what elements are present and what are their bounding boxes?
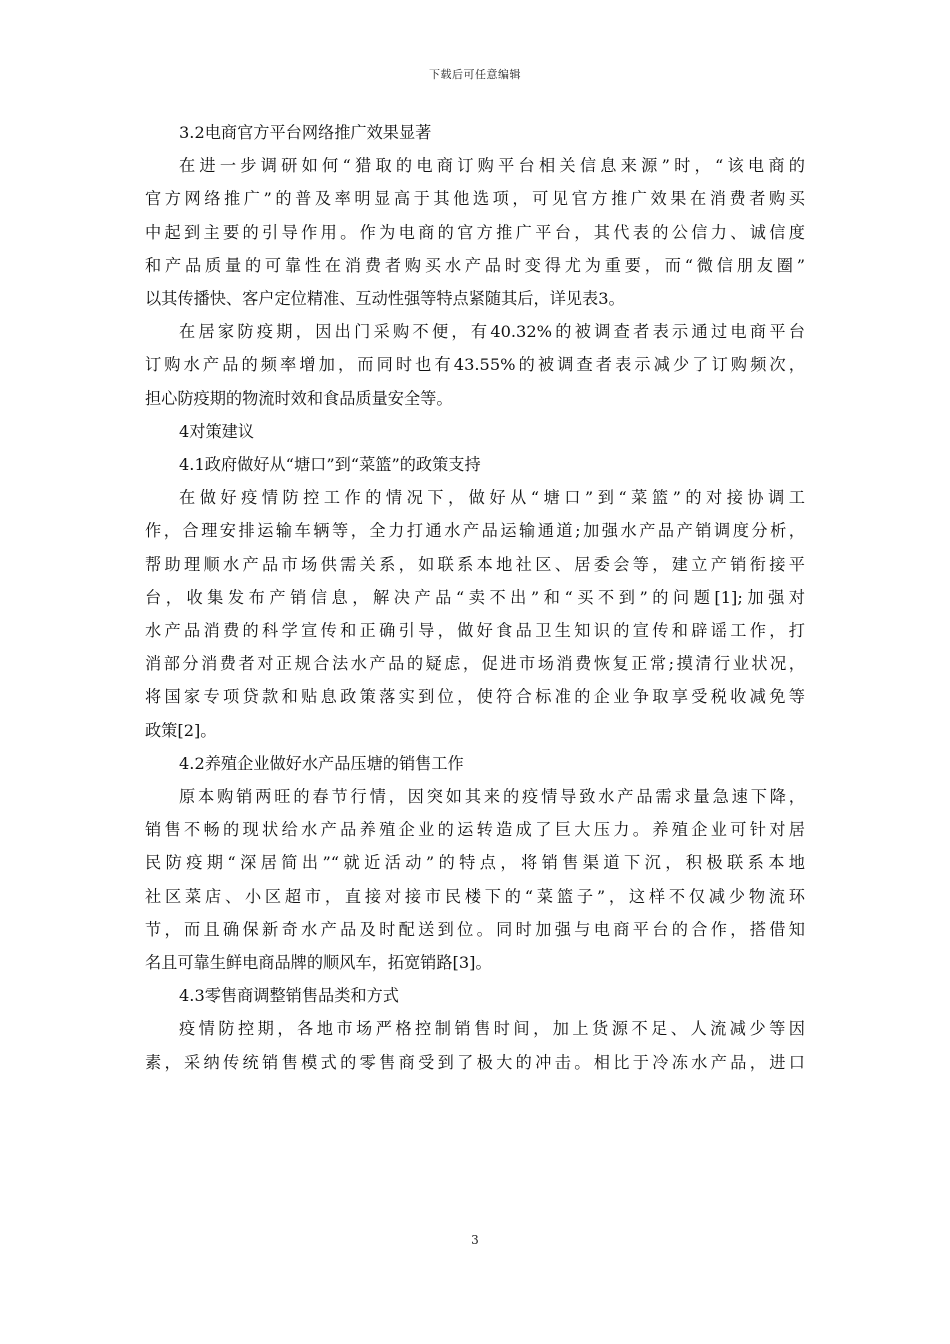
text-line: 台，收集发布产销信息，解决产品“卖不出”和“买不到”的问题[1];加强对	[145, 587, 805, 607]
section-heading-4-1: 4.1政府做好从“塘口”到“菜篮”的政策支持	[179, 455, 481, 475]
paragraph-retailers	[145, 1012, 805, 1078]
text-line: 和产品质量的可靠性在消费者购买水产品时变得尤为重要，而“微信朋友圈”	[145, 255, 805, 275]
text-line: 将国家专项贷款和贴息政策落实到位，使符合标准的企业争取享受税收减免等	[145, 687, 805, 707]
paragraph-epidemic-period	[145, 315, 805, 415]
text-line: 民防疫期“深居简出”“就近活动”的特点，将销售渠道下沉，积极联系本地	[145, 853, 805, 873]
section-heading-3-2: 3.2电商官方平台网络推广效果显著	[179, 123, 432, 142]
text-line: 名且可靠生鲜电商品牌的顺风车，拓宽销路[3]。	[145, 953, 492, 973]
text-line: 在进一步调研如何“猎取的电商订购平台相关信息来源”时，“该电商的	[179, 156, 805, 176]
text-line: 帮助理顺水产品市场供需关系，如联系本地社区、居委会等，建立产销衔接平	[145, 554, 805, 574]
text-line: 以其传播快、客户定位精准、互动性强等特点紧随其后，详见表3。	[145, 289, 625, 309]
text-line: 节，而且确保新奇水产品及时配送到位。同时加强与电商平台的合作，搭借知	[145, 919, 805, 939]
document-body	[145, 116, 805, 1079]
text-line: 疫情防控期，各地市场严格控制销售时间，加上货源不足、人流减少等因	[179, 1019, 805, 1039]
page-header: 下载后可任意编辑	[429, 68, 521, 81]
text-line: 中起到主要的引导作用。作为电商的官方推广平台，其代表的公信力、诚信度	[145, 222, 805, 242]
text-line: 消部分消费者对正规合法水产品的疑虑，促进市场消费恢复正常;摸清行业状况，	[145, 654, 805, 674]
page-number: 3	[471, 1233, 479, 1247]
paragraph-breeding-enterprises	[145, 780, 805, 979]
text-line: 在居家防疫期，因出门采购不便，有40.32%的被调查者表示通过电商平台	[179, 322, 805, 342]
text-line: 订购水产品的频率增加，而同时也有43.55%的被调查者表示减少了订购频次，	[145, 355, 805, 375]
paragraph-government-support	[145, 481, 805, 747]
text-line: 政策[2]。	[145, 720, 217, 740]
text-line: 水产品消费的科学宣传和正确引导，做好食品卫生知识的宣传和辟谣工作，打	[145, 621, 805, 641]
text-line: 社区菜店、小区超市，直接对接市民楼下的“菜篮子”，这样不仅减少物流环	[145, 886, 805, 906]
text-line: 原本购销两旺的春节行情，因突如其来的疫情导致水产品需求量急速下降，	[179, 787, 805, 807]
text-line: 销售不畅的现状给水产品养殖企业的运转造成了巨大压力。养殖企业可针对居	[145, 820, 805, 840]
text-line: 担心防疫期的物流时效和食品质量安全等。	[145, 388, 453, 408]
section-heading-4-3: 4.3零售商调整销售品类和方式	[179, 986, 399, 1006]
section-heading-4: 4对策建议	[179, 421, 255, 441]
text-line: 官方网络推广”的普及率明显高于其他选项，可见官方推广效果在消费者购买	[145, 189, 805, 209]
section-heading-4-2: 4.2养殖企业做好水产品压塘的销售工作	[179, 753, 464, 773]
text-line: 在做好疫情防控工作的情况下，做好从“塘口”到“菜篮”的对接协调工	[179, 488, 805, 508]
text-line: 作，合理安排运输车辆等，全力打通水产品运输通道;加强水产品产销调度分析，	[145, 521, 805, 541]
text-line: 素，采纳传统销售模式的零售商受到了极大的冲击。相比于冷冻水产品，进口	[145, 1052, 805, 1072]
paragraph-promotion	[145, 149, 805, 315]
